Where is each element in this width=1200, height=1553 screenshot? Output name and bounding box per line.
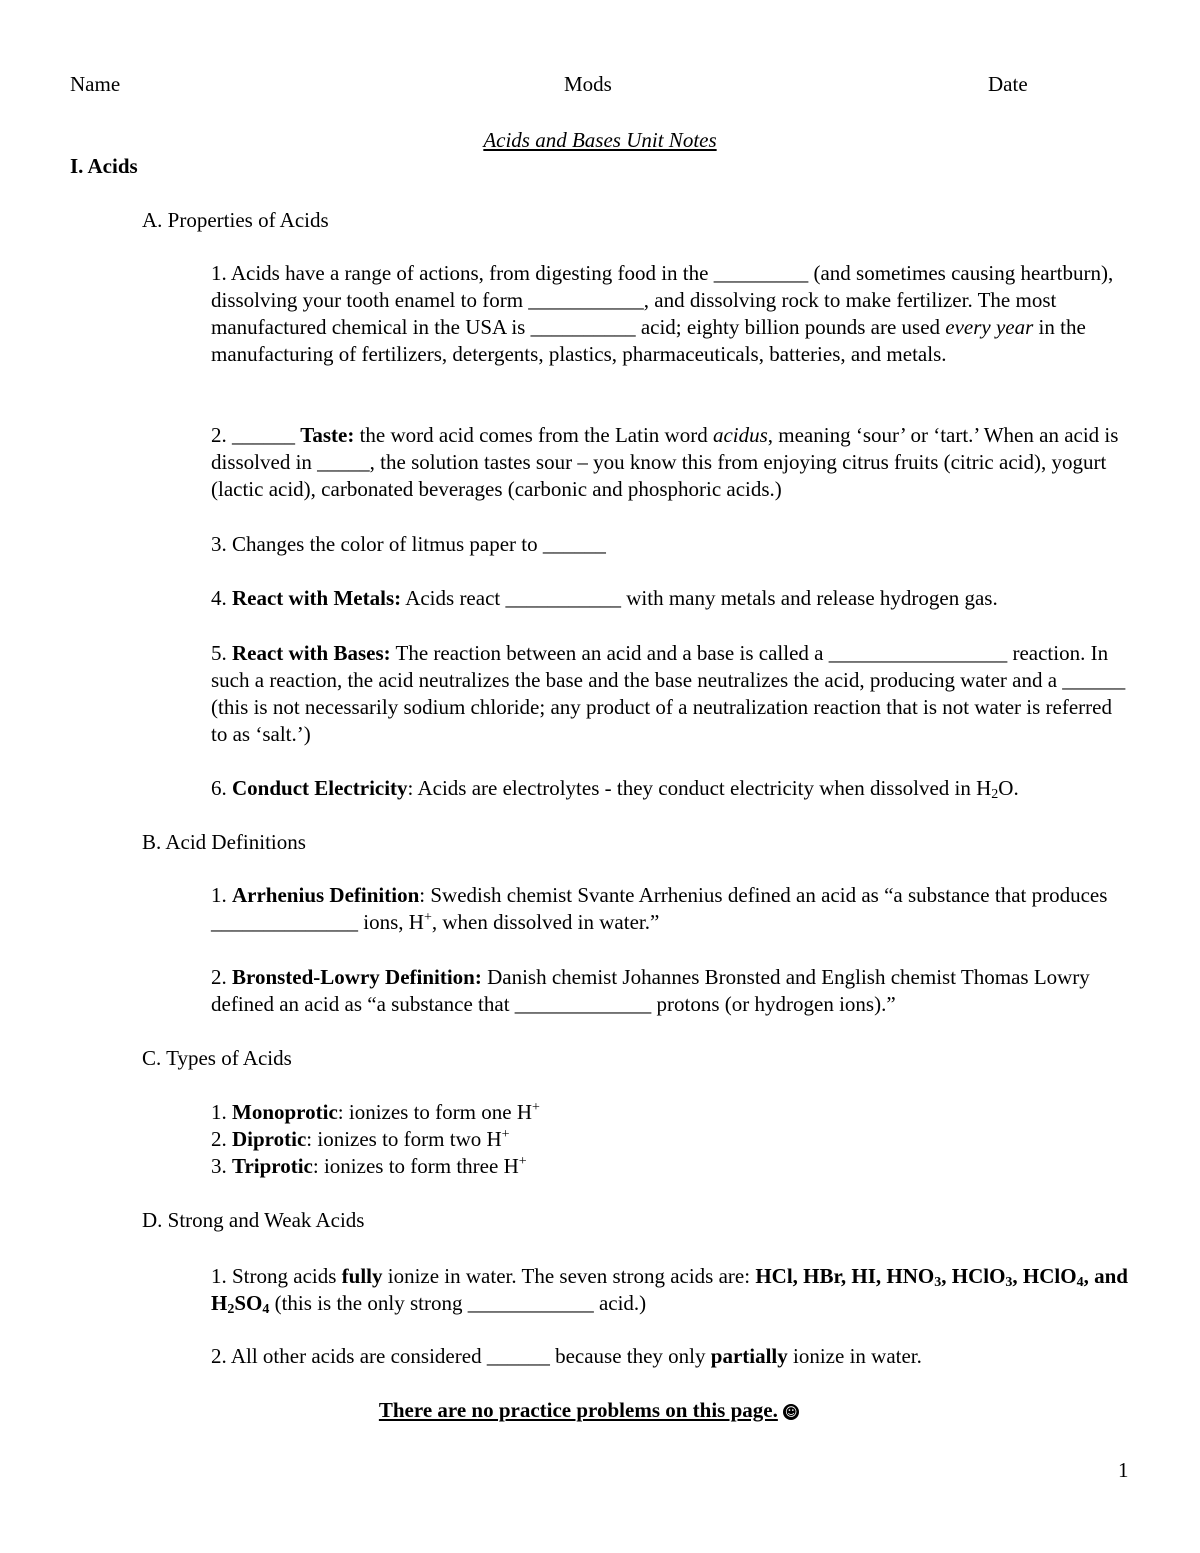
paragraph-arrhenius-definition: 1. Arrhenius Definition: Swedish chemist Svante Arrhenius defined an acid as “a substance that produces ______________ ions, H+, when dissolved in water.”	[211, 883, 1108, 934]
header-date: Date	[988, 72, 1028, 96]
smiley-icon: ☺	[784, 1405, 798, 1419]
subsection-heading-definitions: B. Acid Definitions	[142, 830, 306, 854]
paragraph-property-3-litmus: 3. Changes the color of litmus paper to ______	[211, 532, 606, 556]
subsection-heading-strong-weak: D. Strong and Weak Acids	[142, 1208, 365, 1232]
paragraph-property-1: 1. Acids have a range of actions, from digesting food in the _________ (and sometimes causing heartburn), dissolving your tooth enamel to form ___________, and dissolving rock to make fertilizer. The most manufactured chemical in the USA is __________ acid; eighty billion pounds are used every year in the manufacturing of fertilizers, detergents, plastics, pharmaceuticals, batteries, and metals.	[211, 261, 1114, 366]
header-name: Name	[70, 72, 121, 96]
list-item-diprotic: 2. Diprotic: ionizes to form two H+	[211, 1127, 510, 1151]
subsection-heading-properties: A. Properties of Acids	[142, 208, 329, 232]
paragraph-property-2-taste: 2. ______ Taste: the word acid comes from the Latin word acidus, meaning ‘sour’ or ‘tart.’ When an acid is dissolved in _____, the solution tastes sour – you know this from enjoying citrus fruits (citric acid), yogurt (lactic acid), carbonated beverages (carbonic and phosphoric acids.)	[211, 423, 1119, 501]
document-title: Acids and Bases Unit Notes	[483, 128, 717, 152]
subsection-heading-types: C. Types of Acids	[142, 1046, 292, 1070]
paragraph-strong-acids: 1. Strong acids fully ionize in water. The seven strong acids are: HCl, HBr, HI, $HNO_3$, HClO$_3$, HClO$_4$, and $H_2SO_4$ (this is the only strong ____________ acid.)	[211, 1264, 1128, 1317]
paragraph-property-4-metals: 4. React with Metals: Acids react ___________ with many metals and release hydrogen gas.	[211, 586, 998, 610]
list-item-triprotic: 3. Triprotic: ionizes to form three H+	[211, 1154, 527, 1178]
list-item-monoprotic: 1. Monoprotic: ionizes to form one H+	[211, 1100, 540, 1124]
header-mods: Mods	[564, 72, 612, 96]
paragraph-weak-acids: 2. All other acids are considered ______ because they only partially ionize in water.	[211, 1344, 922, 1368]
page-number: 1	[1118, 1458, 1129, 1482]
footer-note: There are no practice problems on this page. ☺	[378, 1398, 798, 1422]
paragraph-property-5-bases: 5. React with Bases: The reaction between an acid and a base is called a _________________ reaction. In such a reaction, the acid neutralizes the base and the base neutralizes the acid, producing water and a ______ (this is not necessarily sodium chloride; any product of a neutralization reaction that is not water is referred to as ‘salt.’)	[211, 641, 1126, 746]
paragraph-bronsted-lowry-definition: 2. Bronsted-Lowry Definition: Danish chemist Johannes Bronsted and English chemist Thomas Lowry defined an acid as “a substance that _____________ protons (or hydrogen ions).”	[211, 965, 1090, 1016]
section-heading-acids: I. Acids	[70, 154, 138, 178]
paragraph-property-6-electricity: 6. Conduct Electricity: Acids are electrolytes - they conduct electricity when dissolved in $H_2O$.	[211, 776, 1019, 802]
